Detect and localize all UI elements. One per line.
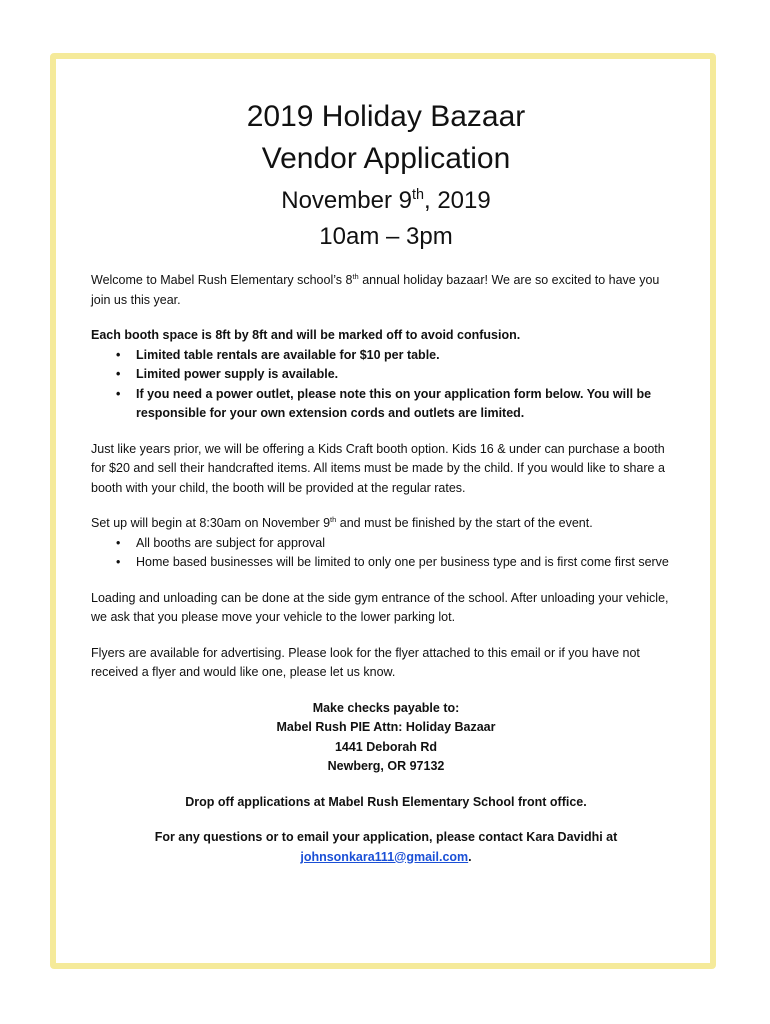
booth-bullet-item: • Limited power supply is available. bbox=[136, 365, 681, 385]
welcome-paragraph bbox=[91, 271, 681, 310]
contact-block bbox=[91, 828, 681, 867]
checks-block bbox=[91, 699, 681, 777]
dropoff-note: Drop off applications at Mabel Rush Elementary School front office. bbox=[185, 794, 587, 809]
event-time: 10am – 3pm bbox=[319, 223, 453, 250]
checks-payee: Mabel Rush PIE Attn: Holiday Bazaar bbox=[276, 720, 496, 734]
loading-paragraph: Loading and unloading can be done at the side gym entrance of the school. After unloading your vehicle, we ask that you please move your vehicle to the lower parking lot. bbox=[91, 590, 669, 624]
kids-craft-paragraph: Just like years prior, we will be offering a Kids Craft booth option. Kids 16 & under can purchase a booth for $20 and sell their handcrafted items. All items must be made by the child. If you would like to share a booth with your child, the booth will be provided at the regular rates. bbox=[91, 441, 665, 495]
checks-street: 1441 Deborah Rd bbox=[334, 739, 438, 754]
setup-paragraph bbox=[91, 514, 681, 534]
setup-bullet-item: • All booths are subject for approval bbox=[136, 534, 681, 554]
checks-heading: Make checks payable to: bbox=[312, 700, 460, 715]
welcome-sup: th bbox=[352, 271, 359, 281]
setup-bullet-item: • Home based businesses will be limited to only one per business type and is first come first serve bbox=[136, 553, 681, 573]
flyers-paragraph: Flyers are available for advertising. Please look for the flyer attached to this email or if you have not received a flyer and would like one, please let us know. bbox=[91, 645, 640, 679]
application-document bbox=[91, 96, 681, 867]
contact-email-trailing: . bbox=[468, 849, 472, 864]
event-date-prefix: November 9 bbox=[281, 187, 412, 214]
setup-before: Set up will begin at 8:30am on November 9 bbox=[91, 516, 331, 530]
welcome-before: Welcome to Mabel Rush Elementary school’s 8 bbox=[91, 273, 353, 287]
contact-text: For any questions or to email your application, please contact Kara Davidhi at bbox=[154, 830, 618, 844]
title-line-2: Vendor Application bbox=[261, 142, 511, 175]
contact-email-line bbox=[91, 848, 681, 868]
setup-after: and must be finished by the start of the event. bbox=[336, 516, 593, 530]
booth-bullet-item: • Limited table rentals are available for $10 per table. bbox=[136, 346, 681, 366]
checks-city: Newberg, OR 97132 bbox=[327, 759, 445, 773]
event-date-suffix: , 2019 bbox=[424, 187, 491, 214]
event-date-sup: th bbox=[411, 187, 424, 203]
title-line-1: 2019 Holiday Bazaar bbox=[246, 100, 526, 133]
welcome-after: annual holiday bazaar! We are so excited to have you join us this year. bbox=[91, 273, 660, 307]
event-date bbox=[91, 184, 681, 218]
booth-bullet-item: • If you need a power outlet, please note this on your application form below. You will be responsible for your own extension cords and outlets are limited. bbox=[136, 385, 681, 424]
booth-heading: Each booth space is 8ft by 8ft and will be marked off to avoid confusion. bbox=[91, 328, 521, 342]
setup-bullet-list bbox=[91, 534, 681, 573]
setup-sup: th bbox=[330, 514, 337, 524]
contact-email-link[interactable]: johnsonkara111@gmail.com bbox=[300, 849, 469, 864]
booth-bullet-list bbox=[91, 346, 681, 424]
